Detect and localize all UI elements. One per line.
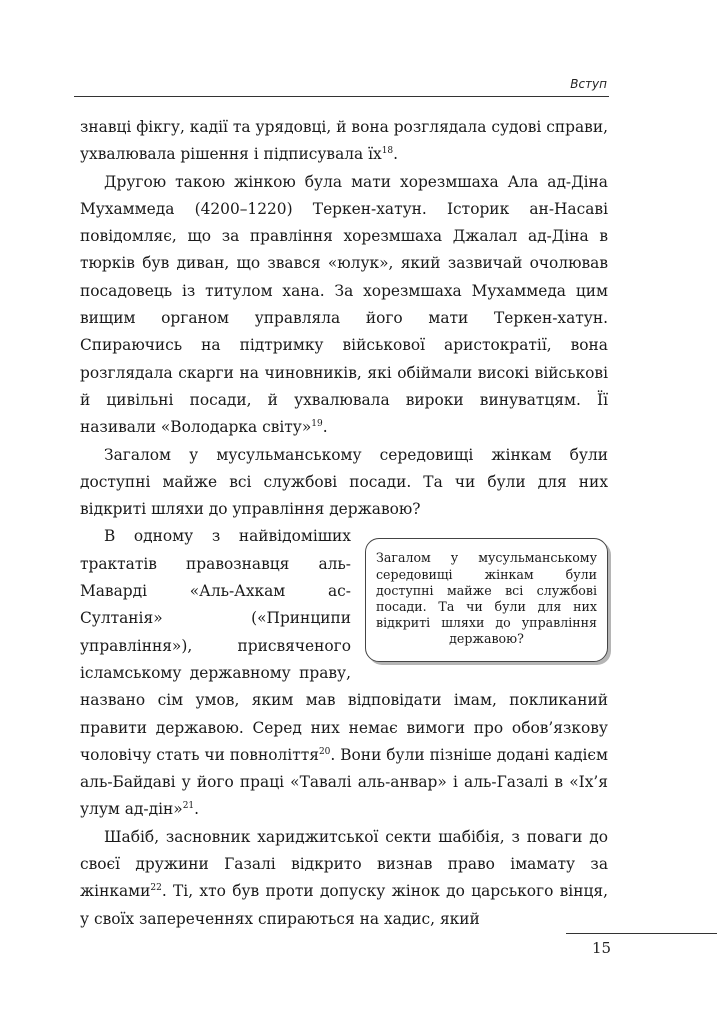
page-number: 15 [592,939,612,957]
footer-divider [566,933,717,934]
body-text [80,114,608,933]
footnote-ref-18[interactable]: 18 [381,146,394,157]
paragraph-2: Другою такою жінкою була мати хорезмшаха Ала ад-Діна Мухаммеда (4200–1220) Теркен-хатун. Історик ан-Насаві повідомляє, що за правління хорезмшаха Джалал ад-Діна в тюрків був диван, що звався «юлук», який зазвичай очолював посадовець із титулом хана. За хорезмшаха Мухаммеда цим вищим органом управляла його мати Теркен-хатун. Спираючись на підтримку військової аристократії, вона розглядала скарги на чиновників, які обіймали високі військові й цивільні посади, й ухвалювала вироки винуватцям. Її називали «Володарка світу»$^{19}$. [80,172,608,437]
paragraph-3: Загалом у мусульманському середовищі жінкам були доступні майже всі службові посади. Та чи були для них відкриті шляхи до управління державою? [80,445,608,519]
header-divider [74,96,609,97]
footnote-ref-20[interactable]: 20 [318,746,331,757]
pull-quote-box: Загалом у мусульманському середовищі жінкам були доступні майже всі службові посади. Та чи були для них відкриті шляхи до управління державою? [365,538,608,661]
paragraph-5: Шабіб, засновник хариджитської секти шабібія, з поваги до своєї дружини Газалі відкрито визнав право імамату за жінками$^{22}$. Ті, хто був проти допуску жінок до царського вінця, у своїх запереченнях спираються на хадис, який [80,827,608,928]
running-header: Вступ [570,77,607,91]
paragraph-1: знавці фікгу, кадії та урядовці, й вона розглядала судові справи, ухвалювала рішення і підписувала $їх^{18}$. [80,118,608,164]
footnote-ref-22[interactable]: 22 [150,883,162,894]
paragraph-4: В одному з найвідоміших трактатів правознавця аль-Маварді «Аль-Ахкам ас-Султанія» («Принципи управління»), присвяченого ісламському державному праву, названо сім умов, яким мав відповідати імам, покликаний правити державою. Серед них немає вимоги про обов’язкову чоловічу стать чи повноліття$^{20}$. Вони були пізніше додані кадієм аль-Байдаві у його праці «Тавалі аль-анвар» і аль-Газалі в «Іх’я улум ад-дін»$^{21}$. [80,527,608,819]
footnote-ref-19[interactable]: 19 [311,419,323,430]
footnote-ref-21[interactable]: 21 [182,801,195,812]
